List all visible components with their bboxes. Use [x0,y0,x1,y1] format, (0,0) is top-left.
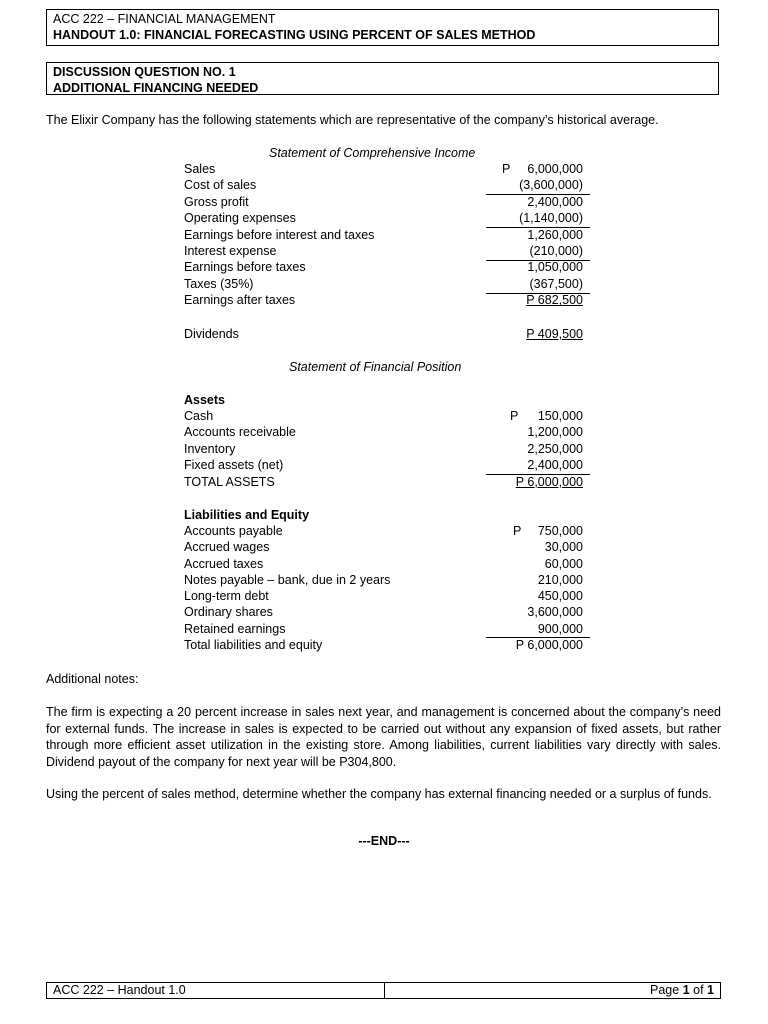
row-label: Fixed assets (net) [184,457,284,472]
intro-text: The Elixir Company has the following statements which are representative of the company’s historical average. [46,113,659,127]
page-word: Page [650,983,680,997]
row-value: (1,140,000) [519,211,583,226]
is-row-dividends [184,326,590,342]
row-value: 450,000 [537,589,583,603]
is-row-gross-profit [184,194,590,210]
is-row-ebit [184,227,590,243]
notes-paragraph-1: The firm is expecting a 20 percent increase in sales next year, and management is concerned about the company’s need for external funds. The increase in sales is expected to be carried out without any expansion of fixed assets, but rather through more efficient asset utilization in the existing store. Among liabilities, current liabilities vary directly with sales. Dividend payout of the company for next year will be P304,800. [46,705,721,769]
row-label: Accrued wages [184,540,270,555]
fp-row-accounts-receivable [184,424,590,440]
fp-row-total-assets [184,474,590,490]
row-label: Total liabilities and equity [184,638,323,653]
row-value: 30,000 [544,540,583,555]
financial-position-title: Statement of Financial Position [289,360,462,374]
row-value: 3,600,000 [527,605,583,620]
page-total: 1 [707,983,714,997]
notes-paragraph-2: Using the percent of sales method, determine whether the company has external financing needed or a surplus of funds. [46,787,712,801]
fp-row-total-liabilities-equity [184,637,590,653]
row-value: 900,000 [537,621,583,636]
row-label: Long-term debt [184,589,269,603]
notes-heading: Additional notes: [46,672,139,686]
row-value: 60,000 [544,556,583,571]
fp-row-cash [184,408,590,424]
is-row-eat [184,292,590,308]
fp-row-ordinary-shares [184,604,590,620]
fp-row-inventory [184,441,590,457]
row-value: 750,000 [537,524,583,539]
discussion-topic: ADDITIONAL FINANCING NEEDED [53,81,259,95]
header-box [46,9,719,46]
section-heading: Liabilities and Equity [184,508,310,522]
row-value: (367,500) [529,276,583,291]
footer-divider [384,983,385,998]
liabilities-heading [184,507,590,523]
section-heading: Assets [184,393,225,407]
row-value: P 6,000,000 [515,638,583,653]
row-label: Sales [184,162,216,176]
handout-title: HANDOUT 1.0: FINANCIAL FORECASTING USING PERCENT OF SALES METHOD [53,28,536,42]
currency-sign: P [510,409,519,424]
row-label: Taxes (35%) [184,276,254,291]
row-value: (3,600,000) [519,178,583,193]
row-label: Inventory [184,441,236,456]
row-value: 1,050,000 [527,260,583,275]
row-label: Accrued taxes [184,556,264,571]
row-value: 210,000 [537,572,583,587]
row-label: Gross profit [184,194,249,209]
row-value: P 682,500 [526,293,583,308]
fp-row-long-term-debt [184,588,590,604]
row-label: Cost of sales [184,178,257,193]
currency-sign: P [513,524,522,539]
fp-row-accrued-taxes [184,556,590,572]
row-label: Ordinary shares [184,605,273,620]
is-row-cost-of-sales [184,177,590,193]
row-value: 1,200,000 [527,425,583,440]
row-label: Retained earnings [184,621,286,636]
row-value: P 409,500 [526,327,583,341]
footer-course: ACC 222 – Handout 1.0 [53,983,186,997]
page-footer [46,982,721,999]
row-label: Earnings after taxes [184,293,296,308]
currency-sign: P [502,162,511,176]
row-label: Earnings before interest and taxes [184,227,375,242]
row-value: 2,250,000 [527,441,583,456]
discussion-number: DISCUSSION QUESTION NO. 1 [53,65,236,79]
fp-row-fixed-assets [184,457,590,473]
row-label: Accounts receivable [184,425,296,440]
fp-row-retained-earnings [184,621,590,637]
row-value: 2,400,000 [527,194,583,209]
is-row-ebt [184,259,590,275]
row-value: 1,260,000 [527,227,583,242]
row-label: Accounts payable [184,524,283,539]
row-label: Interest expense [184,244,277,258]
row-label: TOTAL ASSETS [184,474,275,489]
row-label: Earnings before taxes [184,260,306,275]
fp-row-accounts-payable [184,523,590,539]
end-marker: ---END--- [358,834,410,848]
page-indicator [650,983,714,998]
of-word: of [693,983,704,997]
page-current: 1 [682,983,690,997]
row-value: 150,000 [537,409,583,424]
row-label: Cash [184,409,214,424]
is-row-interest-expense [184,243,590,259]
fp-row-accrued-wages [184,539,590,555]
fp-row-notes-payable [184,572,590,588]
income-statement-title: Statement of Comprehensive Income [269,146,476,160]
discussion-box [46,62,719,95]
is-row-taxes [184,276,590,292]
row-value: P 6,000,000 [515,474,583,489]
is-row-operating-expenses [184,210,590,226]
assets-heading [184,392,590,408]
row-value: 6,000,000 [527,162,583,176]
course-title: ACC 222 – FINANCIAL MANAGEMENT [53,12,276,26]
row-value: 2,400,000 [527,457,583,472]
is-row-sales [184,161,590,177]
row-label: Dividends [184,327,239,341]
row-value: (210,000) [529,244,583,258]
row-label: Notes payable – bank, due in 2 years [184,572,391,587]
row-label: Operating expenses [184,211,296,226]
